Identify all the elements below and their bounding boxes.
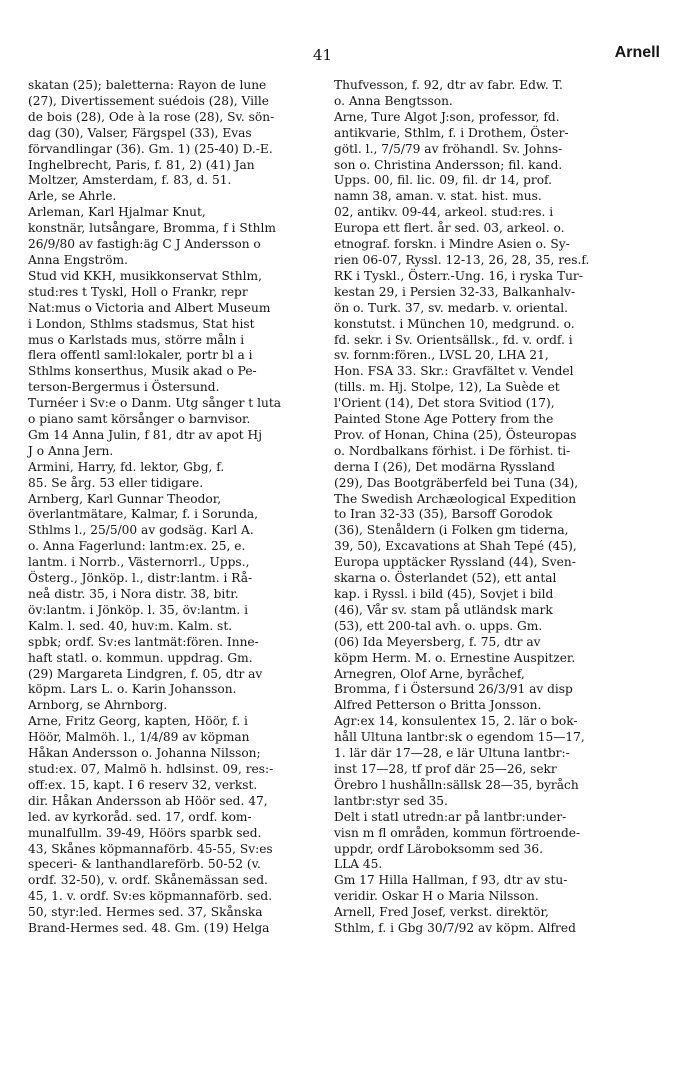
entry-paragraph: Agr:ex 14, konsulentex 15, 2. lär o bok- håll Ultuna lantbr:sk o egendom 15—17, 1. lär där 17—28, e lär Ultuna lantbr:- inst 17—28, tf prof där 25—26, sekr Örebro l hushålln:sällsk 28—35, byråch lantbr:styr sed 35. [334, 714, 585, 808]
entry-paragraph: Arnborg, se Ahrnborg. [28, 698, 168, 713]
entry-paragraph: LLA 45. [334, 857, 383, 872]
entry-paragraph: Gm 17 Hilla Hallman, f 93, dtr av stu- veridir. Oskar H o Maria Nilsson. [334, 873, 568, 904]
entry-paragraph: Arne, Ture Algot J:son, professor, fd. antikvarie, Sthlm, f. i Drothem, Öster- götl. l., 7/5/79 av fröhandl. Sv. Johns- son o. Christina Andersson; fil. kand. Upps. 00, fil. lic. 09, fil. dr 14, prof. namn 38, aman. v. stat. hist. mus. 02, antikv. 09-44, arkeol. stud:res. i Europa ett flert. år sed. 03, arkeol. o. etnograf. forskn. i Mindre Asien o. Sy- rien 06-07, Ryssl. 12-13, 26, 28, 35, res.f. RK i Tyskl., Österr.-Ung. 16, i ryska Tur- kestan 29, i Persien 32-33, Balkanhalv- ön o. Turk. 37, sv. medarb. v. oriental. konstutst. i München 10, medgrund. o. fd. sekr. i Sv. Orientsällsk., fd. v. ordf. i sv. fornm:fören., LVSL 20, LHA 21, Hon. FSA 33. Skr.: Gravfältet v. Vendel (tills. m. Hj. Stolpe, 12), La Suède et l'Orient (14), Det stora Svitiod (17), Painted Stone Age Pottery from the Prov. of Honan, China (25), Östeuropas o. Nordbalkans förhist. i De förhist. ti- derna I (26), Det modärna Ryssland (29), Das Bootgräberfeld bei Tuna (34), The Swedish Archæological Expedition to Iran 32-33 (35), Barsoff Gorodok (36), Stenåldern (i Folken gm tiderna, 39, 50), Excavations at Shah Tepé (45), Europa upptäcker Ryssland (44), Sven- skarna o. Österlandet (52), ett antal kap. i Ryssl. i bild (45), Sovjet i bild (46), Vår sv. stam på utländsk mark (53), ett 200-tal avh. o. upps. Gm. (06) Ida Meyersberg, f. 75, dtr av köpm Herm. M. o. Ernestine Auspitzer. [334, 109, 590, 665]
entry-paragraph: Thufvesson, f. 92, dtr av fabr. Edw. T. o. Anna Bengtsson. [334, 78, 563, 108]
entry-paragraph: Arleman, Karl Hjalmar Knut, konstnär, lutsångare, Bromma, f i Sthlm 26/9/80 av fastigh:äg C J Andersson o Anna Engström. [28, 205, 276, 267]
running-head: Arnell [614, 44, 660, 61]
entry-paragraph: Arnell, Fred Josef, verkst. direktör, Sthlm, f. i Gbg 30/7/92 av köpm. Alfred [334, 905, 576, 936]
entry-paragraph: Arne, Fritz Georg, kapten, Höör, f. i Höör, Malmöh. l., 1/4/89 av köpman Håkan Andersson o. Johanna Nilsson; stud:ex. 07, Malmö h. hdlsinst. 09, res:- off:ex. 15, kapt. I 6 reserv 32, verkst. dir. Håkan Andersson ab Höör sed. 47, led. av kyrkoråd. sed. 17, ordf. kom- munalfullm. 39-49, Höörs sparbk sed. 43, Skånes köpmannaförb. 45-55, Sv:es speceri- & lanthandlareförb. 50-52 (v. ordf. 32-50), v. ordf. Skånemässan sed. 45, 1. v. ordf. Sv:es köpmannaförb. sed. 50, styr:led. Hermes sed. 37, Skånska Brand-Hermes sed. 48. Gm. (19) Helga [28, 714, 274, 936]
page-number: 41 [313, 46, 333, 64]
entry-paragraph: skatan (25); baletterna: Rayon de lune (27), Divertissement suédois (28), Ville de bois (28), Ode à la rose (28), Sv. sön- dag (30), Valser, Färgspel (33), Evas förvandlingar (36). Gm. 1) (25-40) D.-E. Inghelbrecht, Paris, f. 81, 2) (41) Jan Moltzer, Amsterdam, f. 83, d. 51. [28, 78, 275, 188]
entry-paragraph: Arnegren, Olof Arne, byråchef, Bromma, f i Östersund 26/3/91 av disp Alfred Petterson o Britta Jonsson. [334, 666, 573, 713]
entry-paragraph: Stud vid KKH, musikkonservat Sthlm, stud:res t Tyskl, Holl o Frankr, repr Nat:mus o Victoria and Albert Museum i London, Sthlms stadsmus, Stat hist mus o Karlstads mus, större måln i flera offentl saml:lokaler, portr bl a i Sthlms konserthus, Musik akad o Pe- terson-Bergermus i Östersund. [28, 268, 271, 395]
entry-paragraph: Arnberg, Karl Gunnar Theodor, överlantmätare, Kalmar, f. i Sorunda, Sthlms l., 25/5/00 av godsäg. Karl A. o. Anna Fagerlund: lantm:ex. 25, e. lantm. i Norrb., Västernorrl., Upps., Österg., Jönköp. l., distr:lantm. i Rå- neå distr. 35, i Nora distr. 38, bitr. öv:lantm. i Jönköp. l. 35, öv:lantm. i Kalm. l. sed. 40, huv:m. Kalm. st. spbk; ordf. Sv:es lantmät:fören. Inne- haft statl. o. kommun. uppdrag. Gm. (29) Margareta Lindgren, f. 05, dtr av köpm. Lars L. o. Karin Johansson. [28, 491, 263, 697]
left-column [28, 78, 329, 937]
entry-paragraph: Armini, Harry, fd. lektor, Gbg, f. 85. Se årg. 53 eller tidigare. [28, 459, 225, 490]
page-header [0, 42, 696, 68]
entry-paragraph: Arle, se Ahrle. [28, 189, 117, 204]
right-column [334, 78, 674, 937]
entry-paragraph: Turnéer i Sv:e o Danm. Utg sånger t luta o piano samt körsånger o barnvisor. Gm 14 Anna Julin, f 81, dtr av apot Hj J o Anna Jern. [28, 396, 281, 458]
entry-paragraph: Delt i statl utredn:ar på lantbr:under- visn m fl områden, kommun förtroende- uppdr, ordf Läroboksomm sed 36. [334, 809, 581, 856]
